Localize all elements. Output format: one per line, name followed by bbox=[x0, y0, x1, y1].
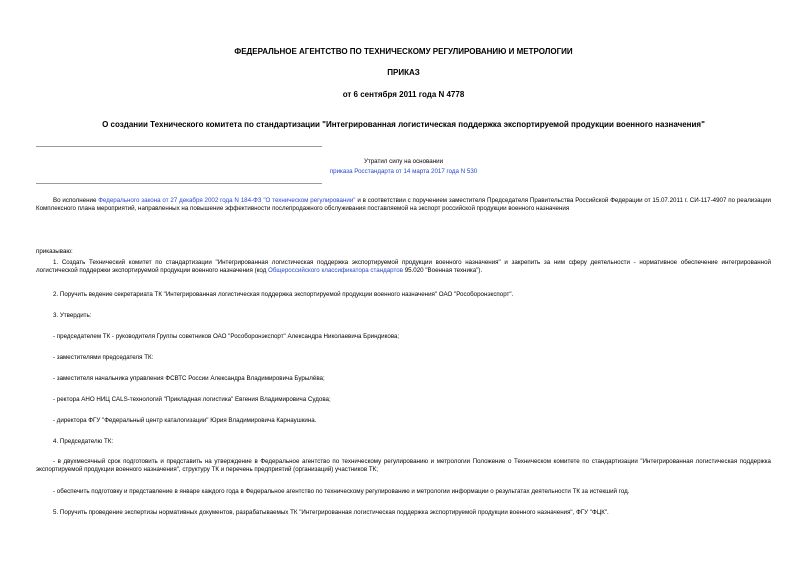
item-4-b: - обеспечить подготовку и представление в январе каждого года в Федеральное агентство по техническому регулированию и метрологии информации о результатах деятельности ТК за истекший год. bbox=[53, 488, 630, 495]
divider-top bbox=[36, 146, 322, 147]
item-2: 2. Поручить ведение секретариата ТК "Интегрированная логистическая поддержка экспортируемой продукции военного назначения" ОАО "Рособоронэкспорт". bbox=[53, 291, 514, 298]
federal-law-link[interactable]: Федерального закона от 27 декабря 2002 года N 184-ФЗ "О техническом регулировании" bbox=[98, 197, 356, 204]
item-1-text: 1. Создать Технический комитет по стандартизации "Интегрированная логистическая поддержка экспортируемой продукции военного назначения" и закрепить за ним сферу деятельности - нормативное обеспечение интегрированной логистической поддержки экспортируемой продукции военного назначения (код bbox=[36, 259, 771, 275]
document-type: ПРИКАЗ bbox=[387, 68, 420, 77]
agency-heading: ФЕДЕРАЛЬНОЕ АГЕНТСТВО ПО ТЕХНИЧЕСКОМУ РЕГУЛИРОВАНИЮ И МЕТРОЛОГИИ bbox=[234, 47, 573, 56]
item-1-tail: 95.020 "Военная техника"). bbox=[402, 267, 483, 275]
document-date-number: от 6 сентября 2011 года N 4778 bbox=[342, 90, 465, 99]
item-3-deputy-3: - директора ФГУ "Федеральный центр каталогизации" Юрия Владимировича Карнаушкина. bbox=[53, 417, 317, 424]
item-3-deputy-2: - ректора АНО НИЦ CALS-технологий "Прикладная логистика" Евгения Владимировича Судова; bbox=[53, 396, 331, 403]
item-5: 5. Поручить проведение экспертизы нормативных документов, разрабатываемых ТК "Интегрированная логистическая поддержка экспортируемой продукции военного назначения", ФГУ "ФЦК". bbox=[53, 509, 609, 516]
item-4-a: - в двухмесячный срок подготовить и представить на утверждение в Федеральное агентство по техническому регулированию и метрологии Положение о Техническом комитете по стандартизации "Интегрированная логистическая поддержка экспортируемой продукции военного назначения", структуру ТК и перечень предприятий (организаций) участников ТК; bbox=[36, 458, 771, 474]
divider-bottom bbox=[36, 183, 322, 184]
item-1 bbox=[36, 259, 771, 275]
preamble-prefix: Во исполнение bbox=[53, 197, 99, 204]
status-note-link[interactable]: приказа Росстандарта от 14 марта 2017 года N 530 bbox=[329, 168, 478, 175]
preamble-rest: и в соответствии с поручением заместителя Председателя Правительства Российской Федерации от 15.07.2011 г. СИ-117-4907 по реализации Комплексного плана мероприятий, направленных на повышение эффективности послепродажного обслуживания поставляемой на экспорт российской продукции военного назначения bbox=[36, 197, 771, 213]
item-3-chair: - председателем ТК - руководителя Группы советников ОАО "Рособоронэкспорт" Александра Николаевича Бриндикова; bbox=[53, 333, 400, 340]
classifier-link[interactable]: Общероссийского классификатора стандартов bbox=[268, 267, 403, 275]
order-word: приказываю: bbox=[36, 248, 73, 255]
status-note-text: Утратил силу на основании bbox=[363, 158, 444, 165]
item-3-deputies: - заместителями председателя ТК: bbox=[53, 354, 154, 361]
document-title: О создании Технического комитета по стандартизации "Интегрированная логистическая поддержка экспортируемой продукции военного назначения" bbox=[102, 120, 705, 129]
item-3: 3. Утвердить: bbox=[53, 312, 92, 319]
item-3-deputy-1: - заместителя начальника управления ФСВТС России Александра Владимировича Бурылёва; bbox=[53, 375, 325, 382]
status-note-link-row bbox=[36, 168, 771, 175]
item-4: 4. Председателю ТК: bbox=[53, 438, 114, 445]
preamble bbox=[36, 197, 771, 213]
